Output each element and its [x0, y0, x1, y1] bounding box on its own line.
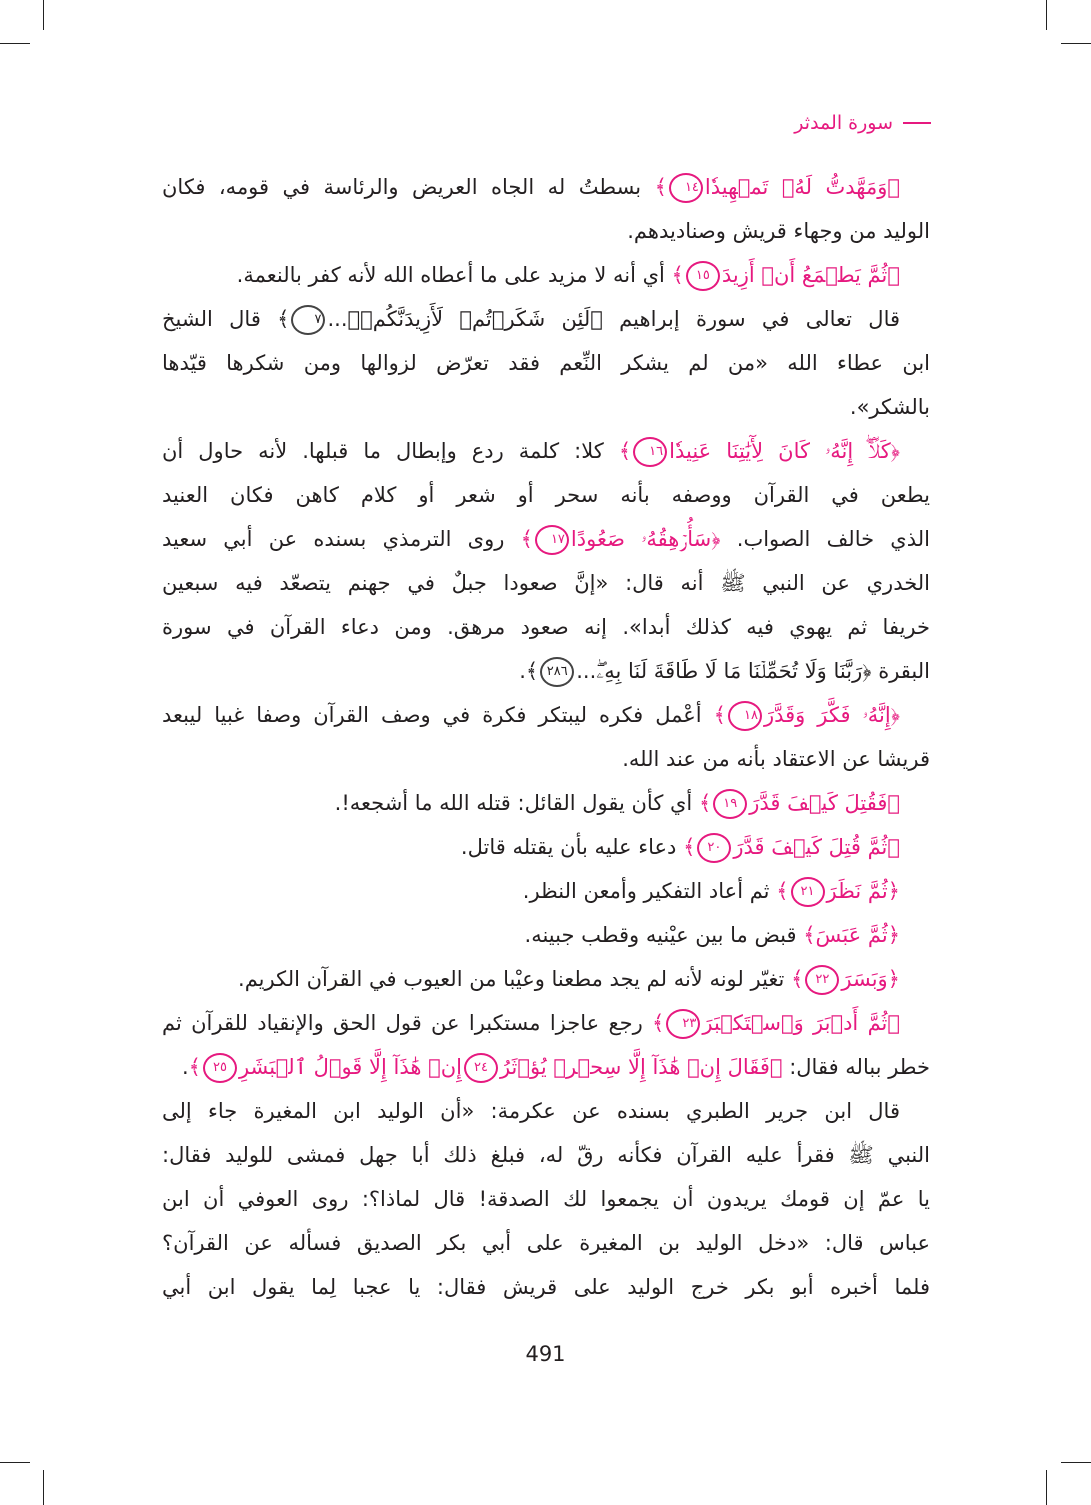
quran-verse: ﴾	[618, 439, 632, 463]
commentary-text: الذي خالف الصواب.	[720, 527, 930, 551]
running-header	[794, 112, 931, 134]
commentary-text: بسطتُ له الجاه العريض والرئاسة في قومه، فكان	[162, 175, 655, 199]
quran-verse: ﴾	[654, 175, 667, 199]
commentary-text: دعاء عليه بأن يقتله قاتل.	[460, 835, 684, 859]
quran-verse: ﴾	[791, 967, 804, 991]
quran-verse: ﴿ثُمَّ عَبَسَ﴾	[803, 923, 900, 947]
quran-verse: ﴿فَقُتِلَ كَيۡفَ قَدَّرَ	[749, 791, 900, 815]
commentary-text: بالشكر».	[849, 395, 930, 419]
verse-number-ornament: ١٩	[713, 789, 747, 819]
commentary-text: ابن عطاء الله «من لم يشكر النِّعم فقد تعرّض لزوالها ومن شكرها قيّدها	[162, 351, 930, 375]
commentary-text: قريشا عن الاعتقاد بأنه من عند الله.	[622, 747, 930, 771]
quran-quote: ﴾	[525, 659, 539, 683]
header-rule	[903, 122, 931, 124]
commentary-text: .	[519, 659, 526, 683]
text-line	[162, 297, 930, 341]
verse-number-ornament: ١٨	[728, 701, 762, 731]
text-line	[162, 209, 930, 253]
quran-verse: ﴾	[713, 703, 726, 727]
commentary-text: الخدري عن النبي ﷺ أنه قال: «إنَّ صعودا جبلٌ في جهنم يتصعّد فيه سبعين	[162, 571, 930, 595]
quran-verse: ﴿ثُمَّ يَطۡمَعُ أَنۡ أَزِيدَ	[721, 263, 900, 287]
text-line	[162, 693, 930, 737]
crop-mark	[1061, 43, 1091, 44]
text-line	[162, 253, 930, 297]
quran-verse: ﴿إِنَّهُۥ فَكَّرَ وَقَدَّرَ	[763, 703, 900, 727]
text-line	[162, 517, 930, 561]
text-line	[162, 429, 930, 473]
quran-verse: ﴾	[776, 879, 789, 903]
text-line	[162, 1133, 930, 1177]
commentary-text: أي كأن يقول القائل: قتله الله ما أشجعه!.	[334, 791, 699, 815]
commentary-text: يا عمّ إن قومك يريدون أن يجمعوا لك الصدقة! قال لماذا؟: روى العوفي أن ابن	[162, 1187, 930, 1211]
verse-number-ornament: ٧	[291, 305, 325, 335]
text-line	[162, 869, 930, 913]
commentary-text: قال ابن جرير الطبري بسنده عن عكرمة: «أن الوليد ابن المغيرة جاء إلى	[162, 1099, 900, 1123]
verse-number-ornament: ٢٠	[697, 833, 731, 863]
quran-verse: ﴾	[698, 791, 712, 815]
crop-mark	[43, 1470, 44, 1505]
commentary-text: يطعن في القرآن ووصفه بأنه سحر أو شعر أو كلام كاهن فكان العنيد	[162, 483, 930, 507]
quran-quote: ﴾	[277, 307, 290, 331]
text-line	[162, 473, 930, 517]
quran-verse: إِنۡ هَٰذَآ إِلَّا قَوۡلُ ٱلۡبَشَرِ	[238, 1055, 462, 1079]
text-line	[162, 605, 930, 649]
commentary-text: كلا: كلمة ردع وإبطال ما قبلها. لأنه حاول أن	[162, 439, 619, 463]
quran-verse: ﴾	[652, 1011, 665, 1035]
verse-number-ornament: ٢٤	[464, 1053, 498, 1083]
text-line	[162, 781, 930, 825]
quran-verse: ﴿سَأُرۡهِقُهُۥ صَعُودًا	[570, 527, 721, 551]
text-line	[162, 1265, 930, 1309]
page-number: 491	[525, 1342, 566, 1366]
commentary-text: قال الشيخ	[162, 307, 278, 331]
quran-verse: ﴿ثُمَّ قُتِلَ كَيۡفَ قَدَّرَ	[733, 835, 900, 859]
quran-verse: ﴿وَبَسَرَ	[841, 967, 900, 991]
quran-quote: ﴿لَئِن شَكَرۡتُمۡ لَأَزِيدَنَّكُمۡۖ...	[327, 307, 603, 331]
verse-number-ornament: ١٧	[535, 525, 569, 555]
commentary-text: ثم أعاد التفكير وأمعن النظر.	[522, 879, 777, 903]
crop-mark	[1061, 1462, 1091, 1463]
commentary-text: خريفا ثم يهوي فيه كذلك أبدا». إنه صعود مرهق. ومن دعاء القرآن في سورة	[162, 615, 930, 639]
commentary-text: قال تعالى في سورة إبراهيم	[602, 307, 900, 331]
commentary-text: تغيّر لونه لأنه لم يجد مطعنا وعيْبا من العيوب في القرآن الكريم.	[238, 967, 792, 991]
commentary-text: عباس قال: «دخل الوليد بن المغيرة على أبي بكر الصديق فسأله عن القرآن؟	[162, 1231, 930, 1255]
quran-verse: ﴾	[188, 1055, 201, 1079]
quran-verse: ﴿كَلَّآۖ إِنَّهُۥ كَانَ لِأٓيَٰتِنَا عَنِيدٗا	[669, 439, 900, 463]
commentary-text: .	[181, 1055, 189, 1079]
quran-verse: ﴾	[671, 263, 684, 287]
text-line	[162, 1045, 930, 1089]
crop-mark	[0, 1462, 30, 1463]
crop-mark	[0, 43, 30, 44]
commentary-text: النبي ﷺ فقرأ عليه القرآن فكأنه رقّ له، فبلغ ذلك أبا جهل فمشى للوليد فقال:	[162, 1143, 930, 1167]
verse-number-ornament: ٢١	[791, 877, 825, 907]
verse-number-ornament: ٢٨٦	[540, 657, 574, 687]
quran-verse: ﴾	[520, 527, 533, 551]
verse-number-ornament: ٢٣	[666, 1009, 700, 1039]
quran-verse: ﴿وَمَهَّدتُّ لَهُۥ تَمۡهِيدٗا	[704, 175, 900, 199]
text-line	[162, 913, 930, 957]
text-line	[162, 341, 930, 385]
quran-verse: ﴾	[683, 835, 696, 859]
commentary-text: خطر بباله فقال:	[782, 1055, 930, 1079]
text-line	[162, 957, 930, 1001]
crop-mark	[1046, 0, 1047, 30]
crop-mark	[43, 0, 44, 30]
commentary-text: أعْمل فكره ليبتكر فكرة في وصف القرآن وصفا غبيا ليبعد	[162, 703, 714, 727]
crop-mark	[1046, 1470, 1047, 1505]
commentary-text: الوليد من وجهاء قريش وصناديدهم.	[627, 219, 930, 243]
text-line	[162, 561, 930, 605]
commentary-text: البقرة	[871, 659, 930, 683]
quran-quote: ﴿رَبَّنَا وَلَا تُحَمِّلۡنَا مَا لَا طَاقَةَ لَنَا بِهِۦۖ...	[576, 659, 872, 683]
verse-number-ornament: ٢٢	[805, 965, 839, 995]
text-line	[162, 737, 930, 781]
verse-number-ornament: ١٥	[686, 261, 720, 291]
text-line	[162, 1177, 930, 1221]
text-line	[162, 385, 930, 429]
commentary-text: روى الترمذي بسنده عن أبي سعيد	[162, 527, 521, 551]
text-line	[162, 1221, 930, 1265]
text-line	[162, 825, 930, 869]
commentary-text: فلما أخبره أبو بكر خرج الوليد على قريش فقال: يا عجبا لِما يقول ابن أبي	[162, 1275, 930, 1299]
quran-verse: ﴿فَقَالَ إِنۡ هَٰذَآ إِلَّا سِحۡرٞ يُؤۡثَرُ	[499, 1055, 783, 1079]
text-line	[162, 1001, 930, 1045]
commentary-text: قبض ما بين عيْنيه وقطب جبينه.	[524, 923, 804, 947]
quran-verse: ﴿ثُمَّ نَظَرَ	[826, 879, 900, 903]
verse-number-ornament: ٢٥	[203, 1053, 237, 1083]
text-line	[162, 1089, 930, 1133]
page-body	[162, 165, 930, 1309]
quran-verse: ﴿ثُمَّ أَدۡبَرَ وَٱسۡتَكۡبَرَ	[702, 1011, 900, 1035]
verse-number-ornament: ١٤	[669, 173, 703, 203]
surah-title: سورة المدثر	[794, 112, 893, 134]
commentary-text: رجع عاجزا مستكبرا عن قول الحق والإنقياد للقرآن ثم	[162, 1011, 653, 1035]
verse-number-ornament: ١٦	[633, 437, 667, 467]
text-line	[162, 649, 930, 693]
text-line	[162, 165, 930, 209]
commentary-text: أي أنه لا مزيد على ما أعطاه الله لأنه كفر بالنعمة.	[236, 263, 672, 287]
